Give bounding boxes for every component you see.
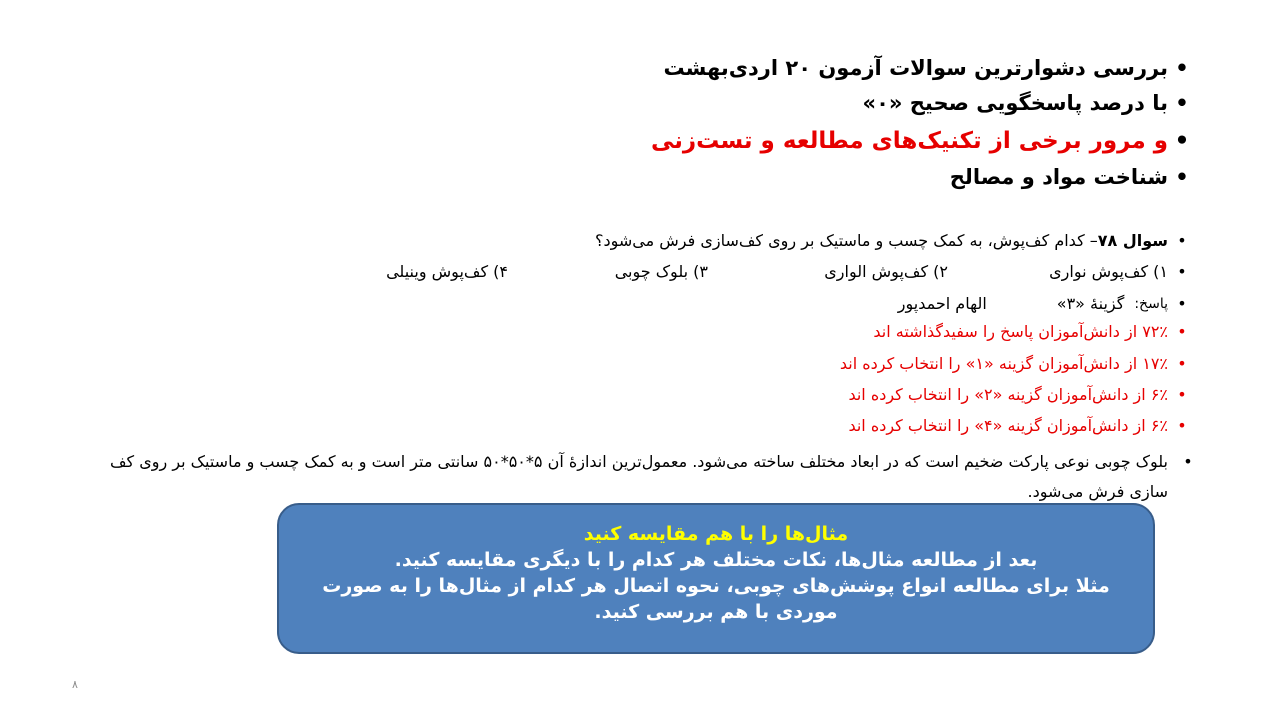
callout-title: مثال‌ها را با هم مقایسه کنید [583, 523, 849, 545]
question-label: سوال ۷۸ [1097, 231, 1168, 250]
heading-line-1-text: بررسی دشوارترین سوالات آزمون ۲۰ اردی‌بهشت [663, 56, 1168, 80]
stat-line-1 [873, 322, 1196, 341]
heading-line-2-text: با درصد پاسخگویی صحیح «۰» [862, 91, 1168, 115]
question-line [595, 231, 1196, 250]
heading-line-3 [651, 128, 1196, 154]
bullet-icon: • [1175, 165, 1189, 189]
bullet-icon: • [1177, 294, 1187, 313]
heading-line-4 [950, 165, 1196, 189]
bullet-icon: • [1175, 91, 1189, 115]
page-number: ۸ [72, 678, 78, 691]
options-bullet [1168, 262, 1196, 281]
option-3: ۳) بلوک چوبی [614, 262, 708, 281]
stat-text-1: ۷۲٪ از دانش‌آموزان پاسخ را سفیدگذاشته اند [873, 322, 1168, 341]
answer-author: الهام احمدپور [897, 294, 987, 313]
stat-line-4 [848, 416, 1196, 435]
question-text: – کدام کف‌پوش، به کمک چسب و ماستیک بر روی کف‌سازی فرش می‌شود؟ [594, 231, 1098, 250]
stat-line-3 [848, 385, 1196, 404]
stat-line-2 [840, 354, 1196, 373]
bullet-icon: • [1174, 128, 1190, 154]
heading-line-1 [663, 56, 1196, 80]
option-1: ۱) کف‌پوش نواری [1049, 262, 1168, 281]
callout-box [277, 503, 1155, 654]
bullet-icon: • [1177, 231, 1187, 250]
callout-line-2: مثلا برای مطالعه انواع پوشش‌های چوبی، نحوه اتصال هر کدام از مثال‌ها را به صورت موردی با هم بررسی کنید. [322, 575, 1110, 623]
stat-text-4: ۶٪ از دانش‌آموزان گزینه «۴» را انتخاب کرده اند [848, 416, 1168, 435]
bullet-icon: • [1177, 262, 1187, 281]
heading-line-4-text: شناخت مواد و مصالح [949, 165, 1168, 189]
option-4: ۴) کف‌پوش وینیلی [386, 262, 508, 281]
bullet-icon: • [1177, 416, 1187, 435]
stat-text-2: ۱۷٪ از دانش‌آموزان گزینه «۱» را انتخاب کرده اند [839, 354, 1168, 373]
callout-line-1: بعد از مطالعه مثال‌ها، نکات مختلف هر کدام را با دیگری مقایسه کنید. [394, 549, 1038, 571]
option-2: ۲) کف‌پوش الواری [824, 262, 948, 281]
bullet-icon: • [1175, 56, 1189, 80]
heading-line-2 [863, 91, 1196, 115]
explanation-paragraph [88, 447, 1193, 507]
bullet-icon: • [1183, 452, 1193, 471]
bullet-icon: • [1177, 354, 1187, 373]
stat-text-3: ۶٪ از دانش‌آموزان گزینه «۲» را انتخاب کرده اند [848, 385, 1168, 404]
heading-line-3-text: و مرور برخی از تکنیک‌های مطالعه و تست‌زنی [650, 128, 1168, 154]
explanation-text: بلوک چوبی نوعی پارکت ضخیم است که در ابعاد مختلف ساخته می‌شود. معمول‌ترین اندازهٔ آن ۵*۵۰*۵۰ سانتی متر است و به کمک چسب و ماستیک بر روی کف سازی فرش می‌شود. [109, 452, 1168, 501]
bullet-icon: • [1177, 322, 1187, 341]
answer-line [898, 294, 1196, 313]
bullet-icon: • [1177, 385, 1187, 404]
answer-value: گزینهٔ «۳» [1056, 294, 1125, 313]
answer-label: پاسخ: [1134, 295, 1168, 312]
